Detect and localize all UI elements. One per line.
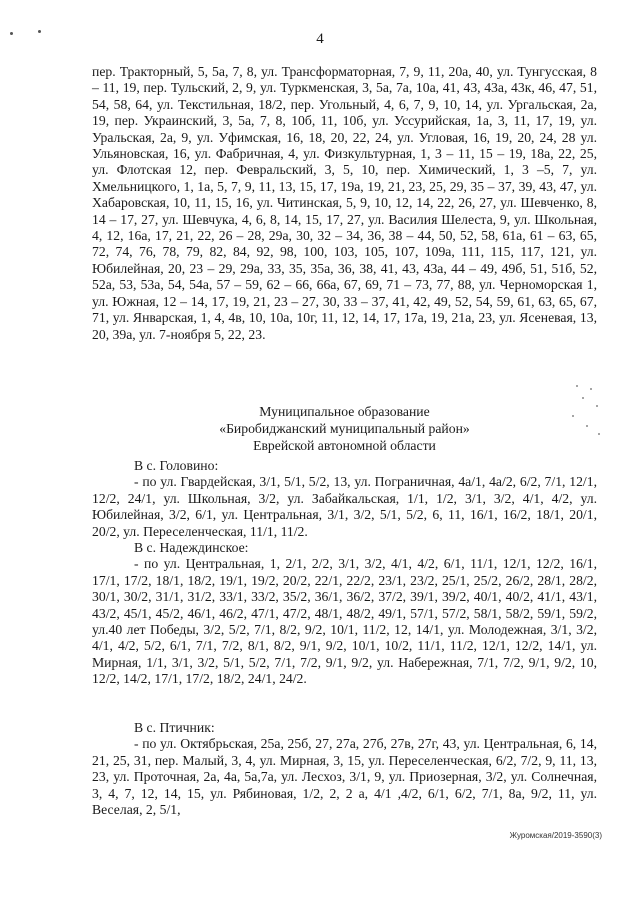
heading-line-1: Муниципальное образование	[259, 404, 430, 419]
heading-line-3: Еврейской автономной области	[253, 437, 436, 453]
village-streets: - по ул. Центральная, 1, 2/1, 2/2, 3/1, 3/2, 4/1, 4/2, 6/1, 11/1, 12/1, 12/2, 16/1, 17/1, 17/2, 18/1, 18/2, 19/1, 19/2, 20/2, 22/1, 22/2, 23/1, 23/2, 25/1, 25/2, 26/2, 28/1, 28/2, 30/1, 30/2, 31/1, 31/2, 33/1, 33/2, 35/2, 36/1, 36/2, 37/2, 39/1, 39/2, 40/1, 40/2, 41/1, 43/1, 43/2, 45/1, 45/2, 46/1, 46/2, 47/1, 47/2, 48/1, 48/2, 49/1, 57/1, 57/2, 58/1, 58/2, 59/1, 59/2, ул.40 лет Победы, 3/2, 5/2, 7/1, 8/2, 9/2, 10/1, 11/2, 12, 14/1, ул. Молодежная, 3/1, 3/2, 4/1, 4/2, 5/2, 6/1, 7/1, 7/2, 8/1, 8/2, 9/1, 9/2, 10/1, 10/2, 11/1, 11/2, 12/1, 12/2, 14/1, ул. Мирная, 1/1, 3/1, 3/2, 5/1, 5/2, 7/1, 7/2, 9/1, 9/2, ул. Набережная, 7/1, 7/2, 9/1, 9/2, 10, 12/2, 14/2, 17/1, 17/2, 18/2, 24/1, 24/2.	[92, 556, 597, 687]
village-section-nadezhdinskoe	[92, 540, 597, 688]
village-section-ptichnik	[92, 720, 597, 818]
heading-line-2: «Биробиджанский муниципальный район»	[219, 420, 470, 436]
village-label: В с. Надеждинское:	[134, 540, 249, 555]
village-label: В с. Головино:	[134, 458, 219, 473]
village-label: В с. Птичник:	[134, 720, 215, 735]
address-list-paragraph: пер. Тракторный, 5, 5а, 7, 8, ул. Трансформаторная, 7, 9, 11, 20а, 40, ул. Тунгусская, 8 – 11, 19, пер. Тульский, 2, 9, ул. Туркменская, 3, 5а, 7а, 10а, 41, 43, 43а, 43к, 46, 47, 51, 54, 58, 64, ул. Текстильная, 18/2, пер. Угольный, 4, 6, 7, 9, 10, 14, ул. Ургальская, 2а, 19, пер. Украинский, 3, 5а, 7, 8, 10б, 11, 10б, ул. Уссурийская, 1а, 3, 11, 17, 19, ул. Уральская, 2а, 9, ул. Уфимская, 16, 18, 20, 22, 24, ул. Угловая, 16, 19, 20, 24, 28 ул. Ульяновская, 16, ул. Фабричная, 4, ул. Физкультурная, 1, 3 – 11, 15 – 19, 18а, 22, 25, ул. Флотская 12, пер. Февральский, 3, 5, 10, пер. Химический, 1, 3 –5, 7, ул. Хмельницкого, 1, 1а, 5, 7, 9, 11, 13, 15, 17, 19а, 19, 21, 23, 25, 29, 35 – 37, 39, 43, 47, ул. Хабаровская, 10, 11, 15, 16, ул. Читинская, 5, 9, 10, 12, 14, 22, 26, 27, ул. Шевченко, 8, 14 – 17, 27, ул. Шевчука, 4, 6, 8, 14, 15, 17, 27, ул. Василия Шелеста, 9, ул. Школьная, 4, 12, 16а, 17, 21, 22, 26 – 28, 29а, 30, 32 – 34, 36, 38 – 44, 50, 52, 58, 61а, 61 – 63, 65, 72, 74, 76, 78, 79, 82, 84, 92, 98, 100, 103, 105, 107, 109а, 111, 115, 117, 121, ул. Юбилейная, 20, 23 – 29, 29а, 33, 35, 35а, 36, 38, 41, 43, 43а, 44 – 49, 49б, 51, 51б, 52, 52а, 53, 53а, 54, 54а, 57 – 59, 62 – 66, 66а, 67, 69, 71 – 73, 77, 88, ул. Черноморская 1, ул. Южная, 12 – 14, 17, 19, 21, 23 – 27, 30, 33 – 37, 41, 42, 49, 52, 54, 59, 61, 63, 65, 67, 71, ул. Январская, 1, 4, 4в, 10, 10а, 10г, 11, 12, 14, 17, 17а, 19, 21а, 23, ул. Ясеневая, 13, 20, 39а, ул. 7-ноября 5, 22, 23.	[92, 64, 597, 342]
page-number: 4	[316, 31, 324, 47]
village-section-golovino	[92, 458, 597, 540]
municipality-heading	[92, 404, 597, 454]
village-streets: - по ул. Гвардейская, 3/1, 5/1, 5/2, 13, ул. Пограничная, 4а/1, 4а/2, 6/2, 7/1, 12/1, 12/2, 24/1, ул. Школьная, 3/2, ул. Забайкальская, 1/1, 1/2, 3/1, 3/2, 4/1, 4/2, ул. Юбилейная, 3/2, 6/1, ул. Центральная, 3/1, 3/2, 5/1, 5/2, 6, 11, 16/1, 16/2, 18/1, 20/1, 20/2, ул. Переселенческая, 11/1, 11/2.	[92, 474, 597, 539]
document-reference: Журомская/2019-3590(3)	[509, 831, 602, 840]
village-streets: - по ул. Октябрьская, 25а, 25б, 27, 27а, 27б, 27в, 27г, 43, ул. Центральная, 6, 14, 21, 25, 31, пер. Малый, 3, 4, ул. Мирная, 3, 15, ул. Переселенческая, 6/2, 7/2, 9, 11, 13, 23, ул. Проточная, 2а, 4а, 5а,7а, ул. Лесхоз, 3/1, 9, ул. Приозерная, 3/2, ул. Солнечная, 3, 4, 7, 12, 14, 15, ул. Рябиновая, 1/2, 2, 2 а, 4/1 ,4/2, 6/1, 6/2, 7/1, 8а, 9/2, 11, ул. Веселая, 2, 5/1,	[92, 736, 597, 818]
